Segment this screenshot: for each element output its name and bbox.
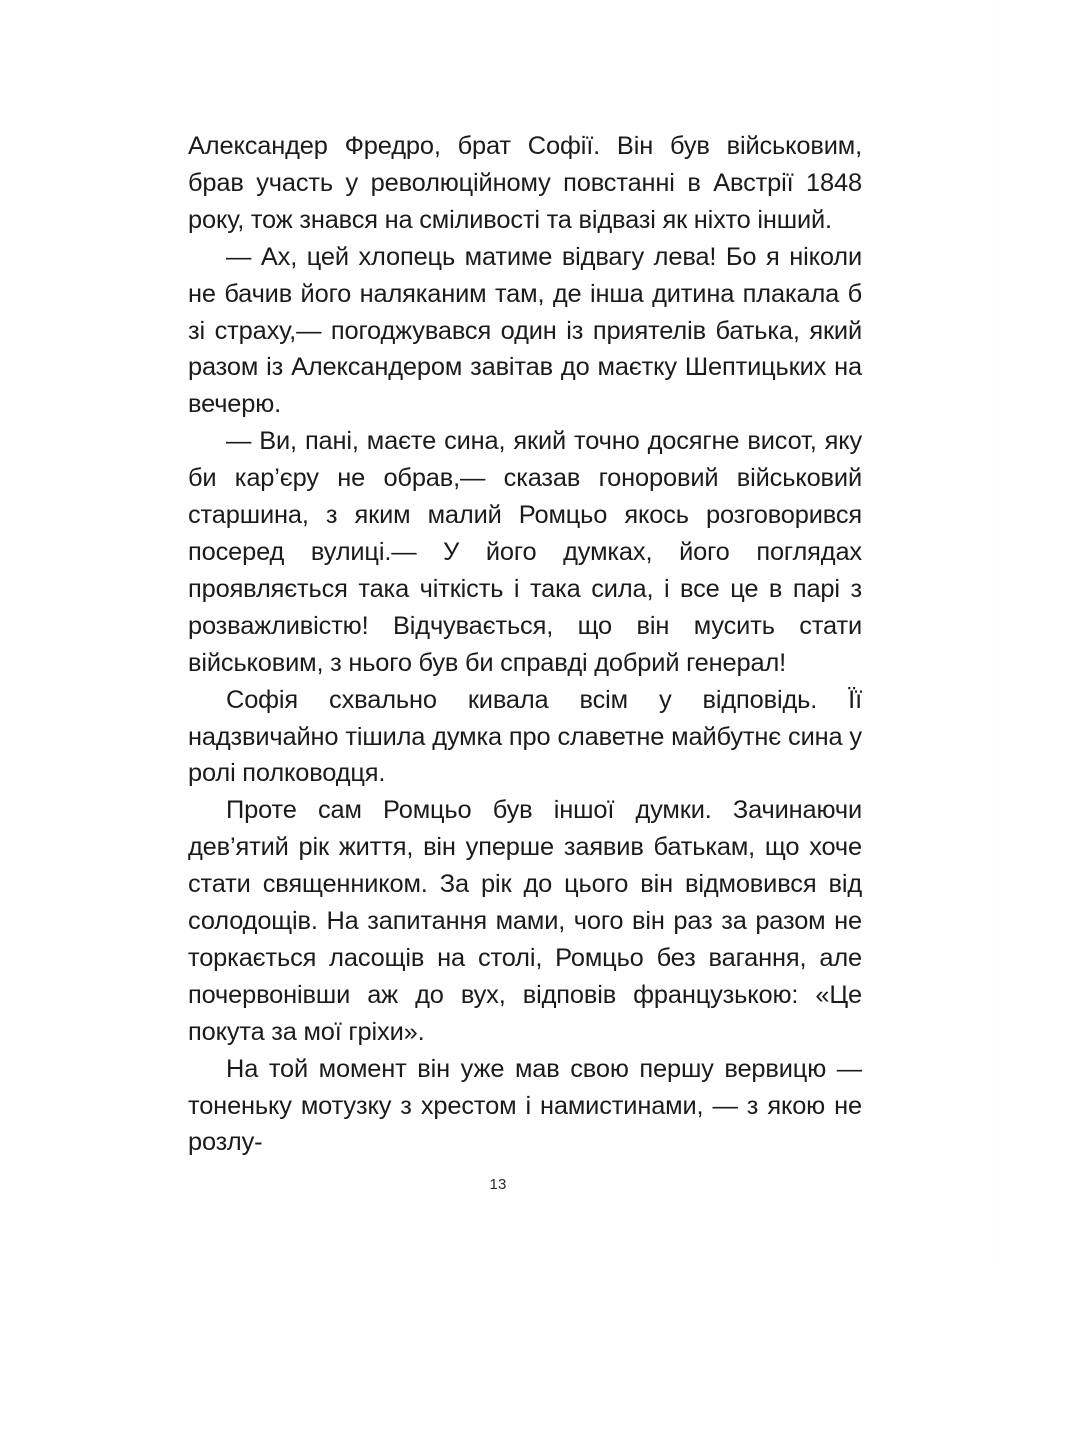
body-text-block xyxy=(188,128,862,1161)
paragraph: Проте сам Ромцьо був іншої думки. Зачинаючи дев’ятий рік життя, він уперше заявив батькам, що хоче стати священником. За рік до цього він відмовився від солодощів. На запитання мами, чого він раз за разом не торкається ласощів на столі, Ромцьо без вагання, але почервонівши аж до вух, відповів французькою: «Це покута за мої гріхи». xyxy=(188,796,862,1046)
paragraph: — Ах, цей хлопець матиме відвагу лева! Бо я ніколи не бачив його наляканим там, де інша дитина плакала б зі страху,— погоджувався один із приятелів батька, який разом із Алексaндером завітав до маєтку Шептицьких на вечерю. xyxy=(188,242,862,419)
paragraph: На той момент він уже мав свою першу вервицю — тоненьку мотузку з хрестом і намистинами, — з якою не розлу- xyxy=(188,1054,862,1157)
paragraph: Софія схвально кивала всім у відповідь. Її надзвичайно тішила думка про славетне майбутнє сина у ролі полководця. xyxy=(188,685,862,788)
paragraph: Александер Фредро, брат Софії. Він був військовим, брав участь у революційному повстанні в Австрії 1848 року, тож знався на сміливості та відвазі як ніхто інший. xyxy=(188,132,862,234)
paragraph: — Ви, пані, маєте сина, який точно досягне висот, яку би кар’єру не обрав,— сказав гоноровий військовий старшина, з яким малий Ромцьо якось розговорився посеред вулиці.— У його думках, його поглядах проявляється така чіткість і така сила, і все це в парі з розважливістю! Відчувається, що він мусить стати військовим, з нього був би справді добрий генерал! xyxy=(188,427,862,677)
page-number: 13 xyxy=(489,1176,507,1193)
